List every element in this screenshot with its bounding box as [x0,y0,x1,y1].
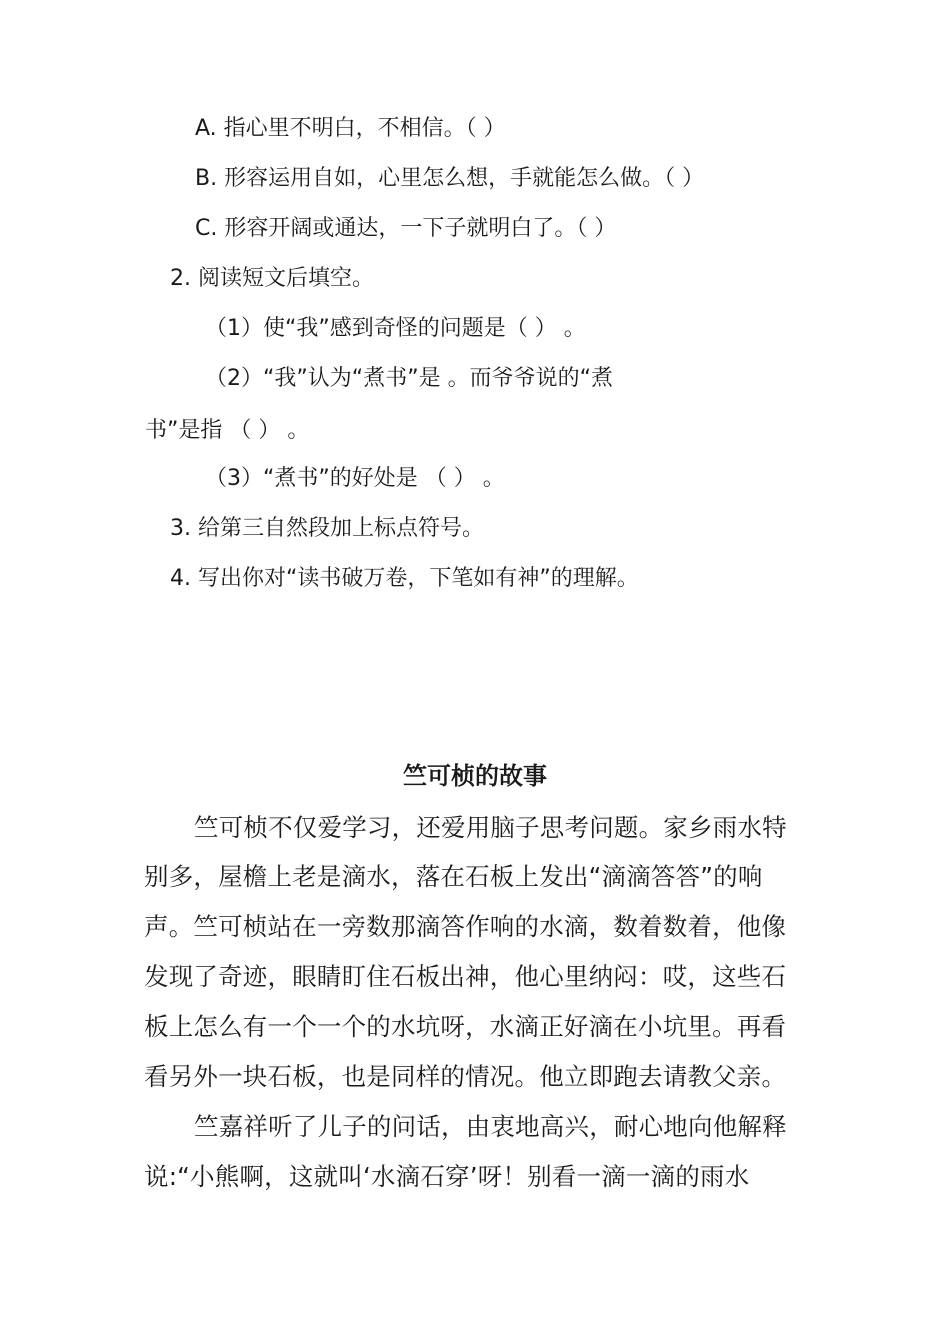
question-2-2-part1: （2）“我”认为“煮书”是 。而爷爷说的“煮 [205,366,613,391]
story-line: 声。竺可桢站在一旁数那滴答作响的水滴，数着数着，他像 [144,912,787,941]
story-line: 别多，屋檐上老是滴水，落在石板上发出“滴滴答答”的响 [144,862,763,891]
question-2-3: （3）“煮书”的好处是 （ ） 。 [205,466,505,491]
question-2-2-part2: 书”是指 （ ） 。 [145,418,310,443]
story-line: 竺可桢不仅爱学习，还爱用脑子思考问题。家乡雨水特 [194,813,787,842]
story-line: 竺嘉祥听了儿子的问话，由衷地高兴，耐心地向他解释 [194,1112,787,1141]
question-2-1: （1）使“我”感到奇怪的问题是（ ） 。 [205,316,586,341]
question-3: 3. 给第三自然段加上标点符号。 [170,516,484,541]
option-c: C. 形容开阔或通达，一下子就明白了。（ ） [195,216,617,241]
question-4: 4. 写出你对“读书破万卷，下笔如有神”的理解。 [170,566,639,591]
story-line: 说:“小熊啊，这就叫‘水滴石穿’呀！别看一滴一滴的雨水 [144,1162,750,1191]
option-b: B. 形容运用自如，心里怎么想，手就能怎么做。（ ） [195,166,705,191]
story-line: 发现了奇迹，眼睛盯住石板出神，他心里纳闷：哎，这些石 [144,962,787,991]
story-line: 看另外一块石板，也是同样的情况。他立即跑去请教父亲。 [144,1062,787,1091]
story-line: 板上怎么有一个一个的水坑呀，水滴正好滴在小坑里。再看 [144,1012,787,1041]
question-2: 2. 阅读短文后填空。 [170,266,374,291]
option-a: A. 指心里不明白，不相信。（ ） [195,116,506,141]
story-title: 竺可桢的故事 [403,762,547,790]
